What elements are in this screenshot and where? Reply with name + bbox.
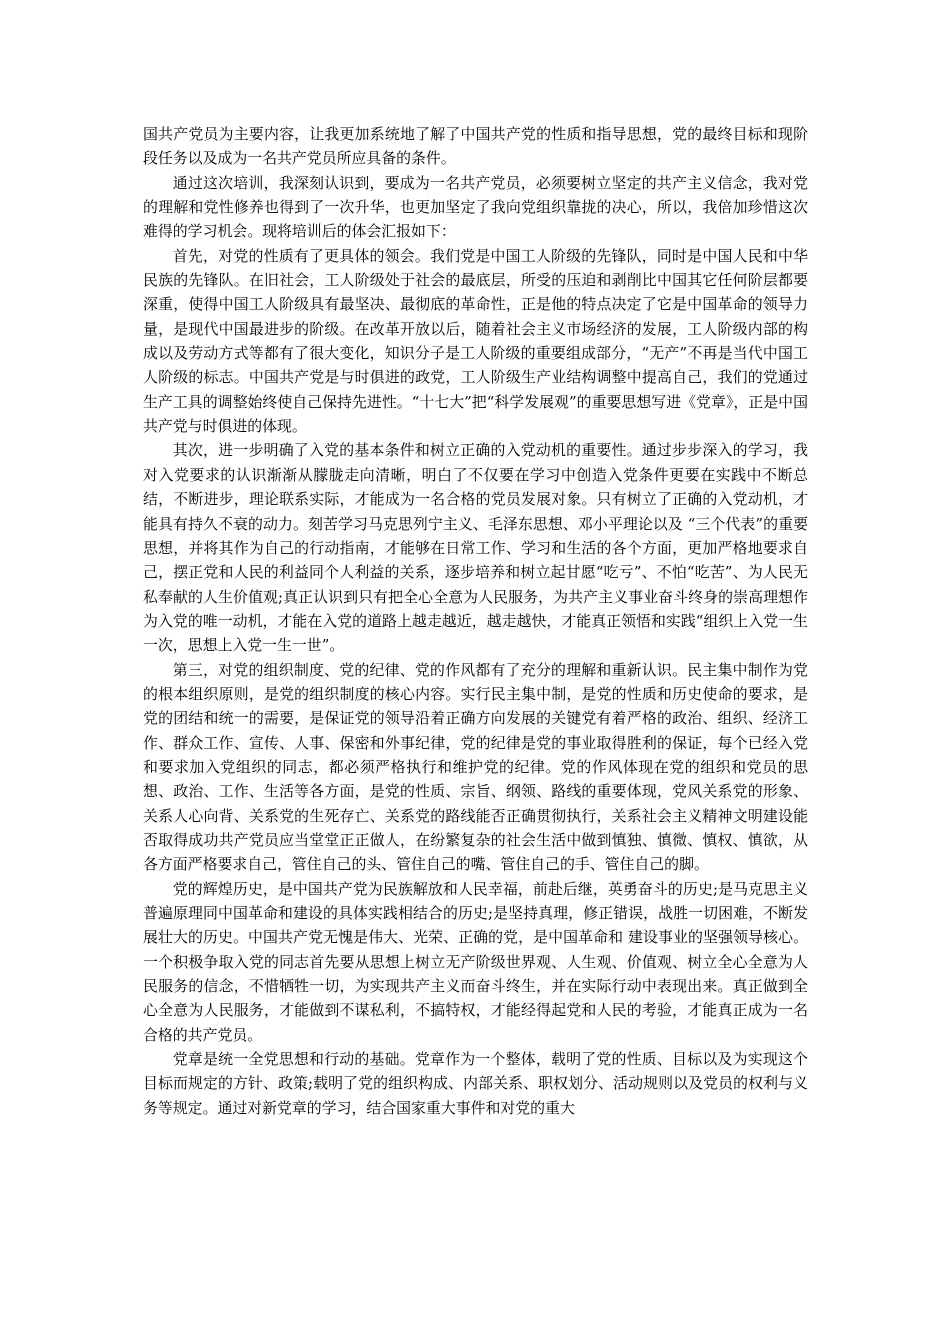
paragraph-party-constitution: 党章是统一全党思想和行动的基础。党章作为一个整体，载明了党的性质、目标以及为实现这个目标而规定的方针、政策;载明了党的组织构成、内部关系、职权划分、活动规则以及党员的权利与义务等规定。通过对新党章的学习，结合国家重大事件和对党的重大 [143,1050,808,1117]
paragraph-party-nature: 首先，对党的性质有了更具体的领会。我们党是中国工人阶级的先锋队，同时是中国人民和中华民族的先锋队。在旧社会，工人阶级处于社会的最底层，所受的压迫和剥削比中国其它任何阶层都要深重，使得中国工人阶级具有最坚决、最彻底的革命性，正是他的特点决定了它是中国革命的领导力量，是现代中国最进步的阶级。在改革开放以后，随着社会主义市场经济的发展，工人阶级内部的构成以及劳动方式等都有了很大变化，知识分子是工人阶级的重要组成部分，“无产”不再是当代中国工人阶级的标志。中国共产党是与时俱进的政党，工人阶级生产业结构调整中提高自己，我们的党通过生产工具的调整始终使自己保持先进性。“十七大”把“科学发展观”的重要思想写进《党章》，正是中国共产党与时俱进的体现。 [143,246,808,436]
paragraph-organization-discipline: 第三，对党的组织制度、党的纪律、党的作风都有了充分的理解和重新认识。民主集中制作为党的根本组织原则，是党的组织制度的核心内容。实行民主集中制，是党的性质和历史使命的要求，是党的团结和统一的需要，是保证党的领导沿着正确方向发展的关键党有着严格的政治、组织、经济工作、群众工作、宣传、人事、保密和外事纪律，党的纪律是党的事业取得胜利的保证，每个已经入党和要求加入党组织的同志，都必须严格执行和维护党的纪律。党的作风体现在党的组织和党员的思想、政治、工作、生活等各方面，是党的性质、宗旨、纲领、路线的重要体现，党风关系党的形象、关系人心向背、关系党的生死存亡、关系党的路线能否正确贯彻执行，关系社会主义精神文明建设能否取得成功共产党员应当堂堂正正做人，在纷繁复杂的社会生活中做到慎独、慎微、慎权、慎欲，从各方面严格要求自己，管住自己的头、管住自己的嘴、管住自己的手、管住自己的脚。 [143,660,808,874]
paragraph-party-history: 党的辉煌历史，是中国共产党为民族解放和人民幸福，前赴后继，英勇奋斗的历史;是马克思主义普遍原理同中国革命和建设的具体实践相结合的历史;是坚持真理，修正错误，战胜一切困难，不断发展壮大的历史。中国共产党无愧是伟大、光荣、正确的党，是中国革命和 建设事业的坚强领导核心。一个积极争取入党的同志首先要从思想上树立无产阶级世界观、人生观、价值观、树立全心全意为人民服务的信念，不惜牺牲一切，为实现共产主义而奋斗终生，并在实际行动中表现出来。真正做到全心全意为人民服务，才能做到不谋私利，不搞特权，才能经得起党和人民的考验，才能真正成为一名合格的共产党员。 [143,879,808,1044]
paragraph-joining-motivation: 其次，进一步明确了入党的基本条件和树立正确的入党动机的重要性。通过步步深入的学习，我对入党要求的认识渐渐从朦胧走向清晰，明白了不仅要在学习中创造入党条件更要在实践中不断总结，不断进步，理论联系实际，才能成为一名合格的党员发展对象。只有树立了正确的入党动机，才能具有持久不衰的动力。刻苦学习马克思列宁主义、毛泽东思想、邓小平理论以及 “三个代表”的重要思想，并将其作为自己的行动指南，才能够在日常工作、学习和生活的各个方面，更加严格地要求自己，摆正党和人民的利益同个人利益的关系，逐步培养和树立起甘愿“吃亏”、不怕“吃苦”、为人民无私奉献的人生价值观;真正认识到只有把全心全意为人民服务，为共产主义事业奋斗终身的崇高理想作为入党的唯一动机，才能在入党的道路上越走越近，越走越快，才能真正领悟和实践“组织上入党一生一次，思想上入党一生一世”。 [143,441,808,655]
paragraph-training-insight: 通过这次培训，我深刻认识到，要成为一名共产党员，必须要树立坚定的共产主义信念，我对党的理解和党性修养也得到了一次升华，也更加坚定了我向党组织靠拢的决心，所以，我倍加珍惜这次难得的学习机会。现将培训后的体会汇报如下： [143,173,808,241]
paragraph-continued: 国共产党员为主要内容，让我更加系统地了解了中国共产党的性质和指导思想，党的最终目标和现阶段任务以及成为一名共产党员所应具备的条件。 [143,125,808,168]
document-body [143,122,808,1120]
